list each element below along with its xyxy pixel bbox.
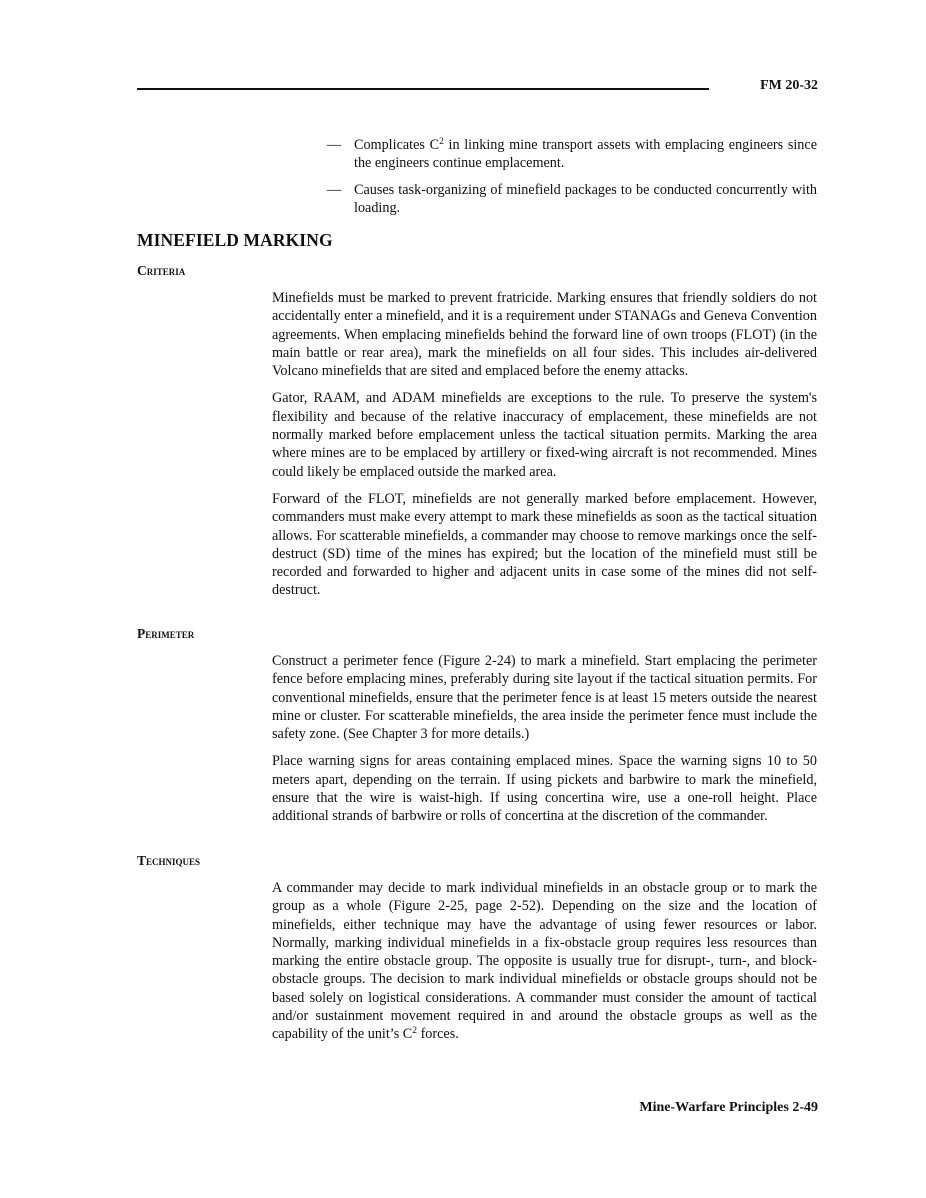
superscript: 2 xyxy=(439,137,444,147)
paragraph-text: A commander may decide to mark individual minefields in an obstacle group or to mark the group as a whole (Figure 2-25, page 2-52). Depending on the size and the location of minefields, either technique may have the advantage of using fewer resources or labor. Normally, marking individual minefields in a fix-obstacle group requires less resources than marking the entire obstacle group. The opposite is usually true for disrupt-, turn-, and block-obstacle groups. The decision to mark individual minefields or obstacle groups should not be based solely on logistical considerations. A commander must consider the amount of tactical and/or sustainment movement required in and around the obstacle groups as well as the capability of the unit’s C xyxy=(272,880,817,1043)
section-title: MINEFIELD MARKING xyxy=(137,230,333,250)
header-manual-code: FM 20-32 xyxy=(760,78,818,93)
paragraph: Place warning signs for areas containing emplaced mines. Space the warning signs 10 to 50 meters apart, depending on the terrain. If using pickets and barbwire to mark the minefield, ensure that the wire is waist-high. If using concertina wire, use a one-roll height. Place additional strands of barbwire or rolls of concertina at the discretion of the commander. xyxy=(272,753,817,825)
header-rule xyxy=(137,88,709,90)
bullet-list xyxy=(327,136,817,225)
bullet-text: Causes task-organizing of minefield packages to be conducted concurrently with loading. xyxy=(354,181,817,216)
paragraph: Construct a perimeter fence (Figure 2-24) to mark a minefield. Start emplacing the perimeter fence before emplacing mines, preferably during site layout if the tactical situation permits. For conventional minefields, ensure that the perimeter fence is at least 15 meters outside the nearest mine or cluster. For scatterable minefields, the area inside the perimeter fence must include the safety zone. (See Chapter 3 for more details.) xyxy=(272,653,817,743)
techniques-body xyxy=(272,879,817,1053)
dash-marker: — xyxy=(327,137,342,153)
subheading-techniques: Techniques xyxy=(137,853,201,868)
dash-marker: — xyxy=(327,181,342,198)
criteria-body xyxy=(272,289,817,609)
paragraph xyxy=(272,879,817,1044)
superscript: 2 xyxy=(412,1026,418,1037)
perimeter-body xyxy=(272,652,817,835)
paragraph-text: forces. xyxy=(417,1026,459,1043)
bullet-text xyxy=(354,136,817,173)
list-item xyxy=(327,136,817,173)
paragraph: Gator, RAAM, and ADAM minefields are exceptions to the rule. To preserve the system's flexibility and because of the relative inaccuracy of emplacement, these minefields are not normally marked before emplacement unless the tactical situation permits. Marking the area where mines are to be emplaced by artillery or fixed-wing aircraft is not recommended. Mines could likely be emplaced outside the marked area. xyxy=(272,390,817,480)
footer-page-label: Mine-Warfare Principles 2-49 xyxy=(639,1100,818,1115)
subheading-criteria: Criteria xyxy=(137,263,186,278)
list-item xyxy=(327,181,817,218)
subheading-perimeter: Perimeter xyxy=(137,626,195,641)
bullet-text-part: in linking mine transport assets with emplacing engineers since the engineers continue emplacement. xyxy=(354,137,817,172)
paragraph: Minefields must be marked to prevent fratricide. Marking ensures that friendly soldiers do not accidentally enter a minefield, and it is a requirement under STANAGs and Geneva Convention agreements. When emplacing minefields behind the forward line of own troops (FLOT) (in the main battle or rear area), mark the minefields on all four sides. This includes air-delivered Volcano minefields that are sited and emplaced before the enemy attacks. xyxy=(272,290,817,380)
paragraph: Forward of the FLOT, minefields are not generally marked before emplacement. However, commanders must make every attempt to mark these minefields as soon as the tactical situation allows. For scatterable minefields, a commander may choose to remove markings once the self-destruct (SD) time of the mines has expired; but the location of the minefield must still be recorded and forwarded to higher and adjacent units in case some of the mines did not self-destruct. xyxy=(272,490,817,599)
bullet-text-part: Complicates C xyxy=(354,137,440,153)
